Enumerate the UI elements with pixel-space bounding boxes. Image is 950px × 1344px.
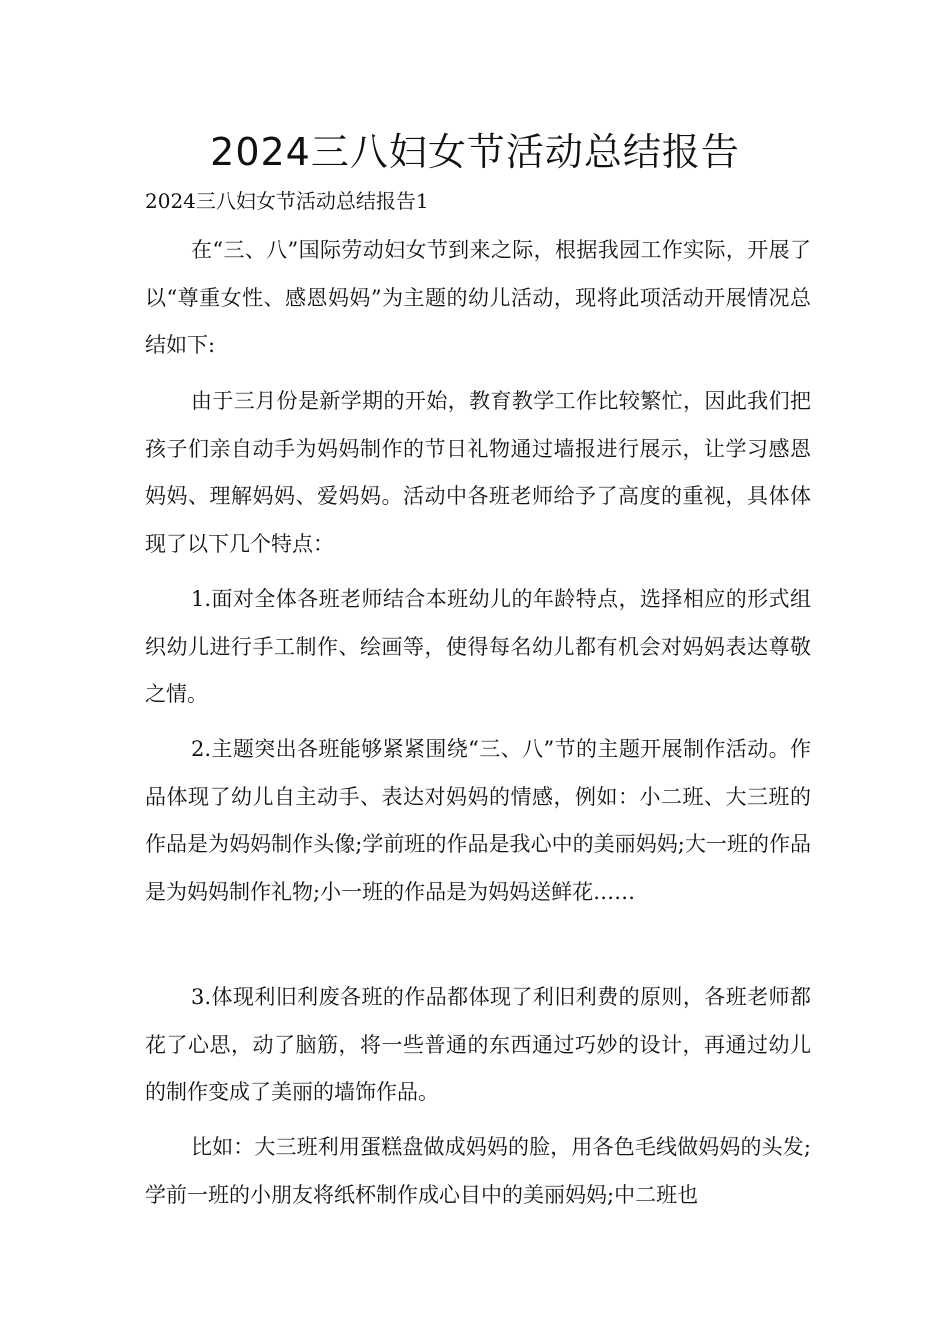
paragraph-point-1: 1.面对全体各班老师结合本班幼儿的年龄特点，选择相应的形式组织幼儿进行手工制作、绘画等，使得每名幼儿都有机会对妈妈表达尊敬之情。 bbox=[145, 587, 811, 706]
paragraph-point-3: 3.体现利旧利废各班的作品都体现了利旧利费的原则，各班老师都花了心思，动了脑筋，将一些普通的东西通过巧妙的设计，再通过幼儿的制作变成了美丽的墙饰作品。 bbox=[145, 985, 811, 1104]
paragraph-example: 比如：大三班利用蛋糕盘做成妈妈的脸，用各色毛线做妈妈的头发;学前一班的小朋友将纸杯制作成心目中的美丽妈妈;中二班也 bbox=[145, 1135, 811, 1207]
paragraph-point-2: 2.主题突出各班能够紧紧围绕“三、八”节的主题开展制作活动。作品体现了幼儿自主动手、表达对妈妈的情感，例如：小二班、大三班的作品是为妈妈制作头像;学前班的作品是我心中的美丽妈妈;大一班的作品是为妈妈制作礼物;小一班的作品是为妈妈送鲜花…… bbox=[145, 737, 811, 904]
paragraph-background: 由于三月份是新学期的开始，教育教学工作比较繁忙，因此我们把孩子们亲自动手为妈妈制作的节日礼物通过墙报进行展示，让学习感恩妈妈、理解妈妈、爱妈妈。活动中各班老师给予了高度的重视，具体体现了以下几个特点： bbox=[145, 389, 811, 556]
paragraph-intro: 在“三、八”国际劳动妇女节到来之际，根据我园工作实际，开展了以“尊重女性、感恩妈妈”为主题的幼儿活动，现将此项活动开展情况总结如下: bbox=[145, 238, 811, 357]
document-title: 2024三八妇女节活动总结报告 bbox=[210, 130, 740, 174]
document-subtitle: 2024三八妇女节活动总结报告1 bbox=[145, 189, 429, 213]
